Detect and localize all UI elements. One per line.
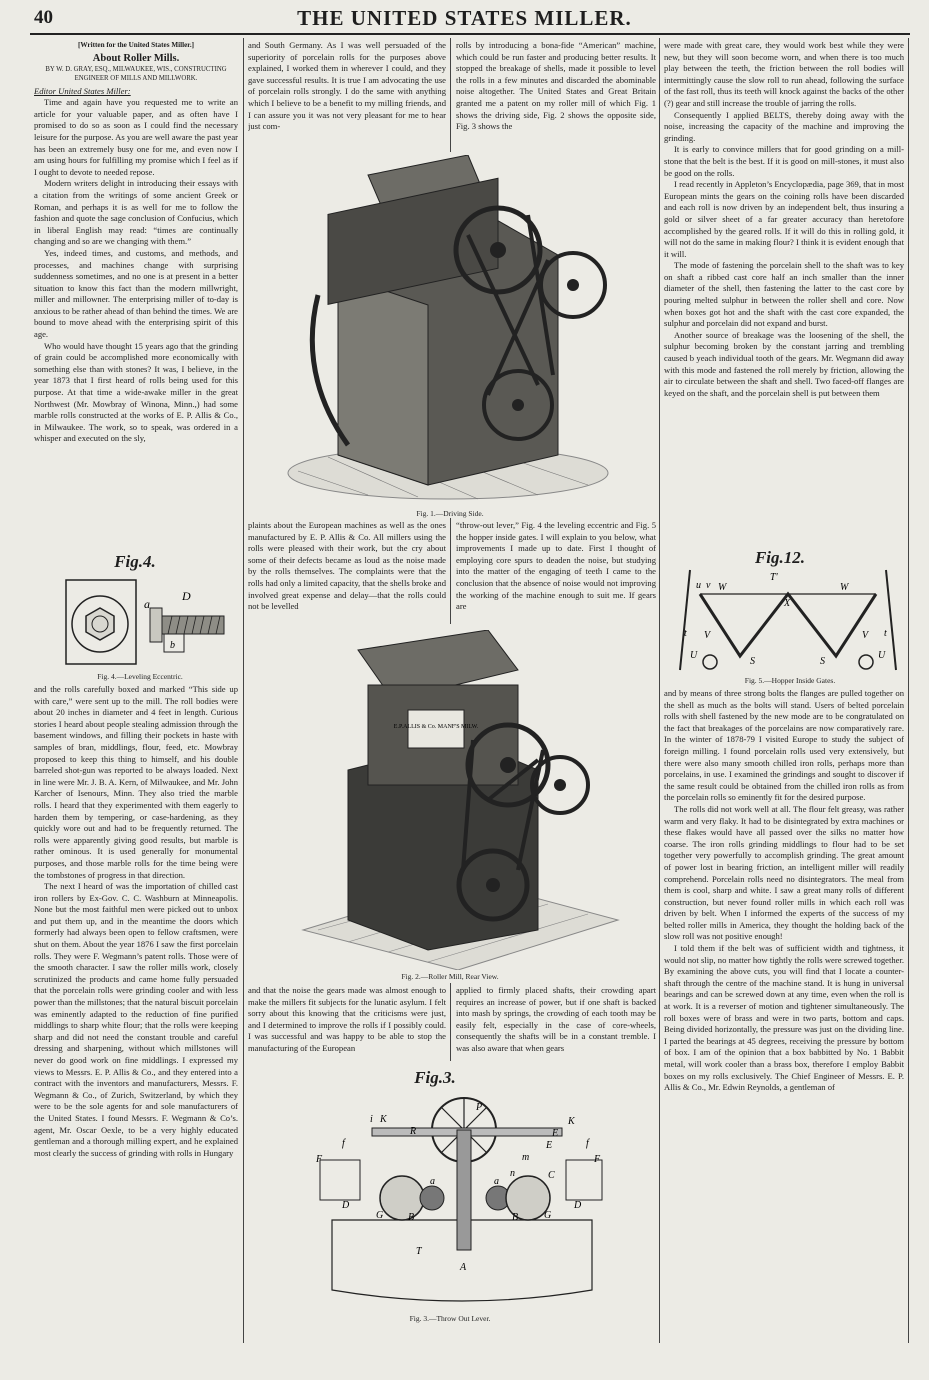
fig5-label: T' [770, 572, 778, 583]
article-credit: [Written for the United States Miller.] [77, 41, 195, 49]
fig3-label: E [546, 1140, 553, 1151]
paragraph: Time and again have you requested me to write an article for your valuable paper, and as often have I promised to do so as soon as I could find the necessary leisure for the purpose. As you are well aware the past year has been an extremely busy one for me, and even now I am using hours for fulfilling my promise which I feel as if I ought to devote to needed repose. [34, 97, 238, 177]
fig5-title: Fig.12. [754, 548, 806, 567]
paragraph: Who would have thought 15 years ago that the grinding of grain could be accomplished more economically with something else than with stones? It was, I believe, in the year 1873 that I first heard of rolls being used for this purpose. At that time a wide-awake miller in the great Northwest (Mr. Mowbray of Winona, Minn.,) had some marble rolls constructed at the works of E. P. Allis & Co., in Milwaukee. The work, so to speak, was ordered in a whisper and executed on the sly, [34, 340, 238, 444]
fig5-hopper-inside-gates [670, 566, 906, 674]
fig3-vertical-screw [457, 1130, 471, 1250]
fig4-caption: Fig. 4.—Leveling Eccentric. [97, 672, 183, 681]
column-rule-3 [450, 38, 451, 152]
paragraph: and South Germany. As I was well persuaded of the superiority of porcelain rolls for the purposes above explained, I worked them in wherever I could, and they gave successful results. It is true I am advocating the use of porcelain rolls strongly. I do the same with anything which I believe to be a benefit to my milling friends, and I can assure you it was not very pleasant for me to hear just com- [248, 40, 446, 132]
fig4-label-b: b [170, 640, 175, 651]
fig3-label: E [552, 1128, 559, 1139]
paragraph: Modern writers delight in introducing their essays with a citation from the writings of some ancient Greek or Roman, and perhaps it is as well for me to follow the fashion and quote the sage conclusion of Confucius, which in liberal English may read: “times are continually changing and so are we changing with them.” [34, 178, 238, 247]
column-1-bottom [34, 684, 238, 1339]
column-rule-5 [450, 983, 451, 1061]
paragraph: I read recently in Appleton’s Encyclopædia, page 369, that in most European mints the gears on the coining rolls have been discarded and each roll is now driven by an independent belt, thus insuring a gold or silver sheet of a far greater accuracy than heretofore accomplished by the geared rolls. If it will do this in rolling gold, it will not do the same in making flour? I think it is evident enough that it will. [664, 179, 904, 259]
paragraph: rolls by introducing a bona-fide “American” machine, which could be run faster and producing better results. It stopped the breakage of shells, made it possible to level the rolls in a few minutes and discarded the abominable noise altogether. The United States and Great Britain granted me a patent on my roller mill of which Fig. 1 shows the driving side, Fig. 2 shows the opposite side, Fig. 3 shows the [456, 40, 656, 132]
fig1-pulley-right-hub [567, 279, 579, 291]
fig3-label: K [380, 1114, 387, 1125]
column-rule-2 [659, 38, 660, 1343]
fig3-label: a [494, 1176, 499, 1187]
fig5-label: V [704, 630, 711, 641]
fig4-title: Fig.4. [114, 552, 156, 571]
fig3-label: G [376, 1210, 384, 1221]
paragraph: and that the noise the gears made was almost enough to make the millers fit subjects for the lunatic asylum. I felt sorry about this knowing that the criticisms were just, and I determined to improve the rolls if I possibly could. I was successful and was happy to be able to stop the manufacturing of the European [248, 985, 446, 1053]
paragraph: The mode of fastening the porcelain shell to the shaft was to key on shaft a ribbed cast core half an inch smaller than the inner diameter of the shell, then fastening the latter to the cast core by pouring melted sulphur in between the roller shell and core. Now when boxes got hot and the shaft with the cast core expanded, the sulphur and porcelain did not expand and burst. [664, 260, 904, 329]
paragraph: applied to firmly placed shafts, their crowding apart requires an increase of power, but if one shaft is backed into mash by springs, the crowding of each tooth may be easily felt, especially in the case of core-wheels, consequently the shafts will be in a constant tremble. I was also aware that when gears [456, 985, 656, 1053]
column-3-mid [456, 520, 656, 624]
fig3-label: T [416, 1246, 422, 1257]
fig2-drawing [298, 630, 620, 970]
paragraph: It is early to convince millers that for good grinding on a mill-stone that the belt is the best. If it is good on mill-stones, it must also be good on the rolls. [664, 144, 904, 178]
fig5-label: U [878, 650, 886, 661]
paragraph: Yes, indeed times, and customs, and methods, and processes, and machines change with surprising suddenness sometimes, and no one is at present in a better situation to know this fact than the modern millwright, miller and millowner. The enterprising miller of to-day is anxious to be rather ahead of than behind the times. We are bound to move ahead with the enterprising spirit of this age. [34, 247, 238, 340]
fig1-driving-side [278, 155, 616, 507]
fig4-leveling-eccentric [52, 572, 232, 672]
column-3-bottom [456, 985, 656, 1063]
column-2-top [248, 40, 446, 152]
column-2-bottom [248, 985, 446, 1063]
fig3-label: D [574, 1200, 582, 1211]
fig5-label: W [718, 582, 727, 593]
paragraph: The rolls did not work well at all. The flour felt greasy, was rather warm and very flaky. It had to be disintegrated by extra machines or these flakes would have all passed over the silks no matter how coarse. The iron rolls grinding middlings to flour had to be set together very powerfully to accomplish grinding. The great amount of power lost in bearing friction, an intelligent miller will readily comprehend. Porcelain rolls need no disintegrators. The meal from them is cool, sharp and white. I saw a great many rolls of different construction, but never found roller mills in which each roll was driven by belt. When I informed the experts of the success of my belted roller mills in America, they thought the holding back of the slow roll was not positive enough! [664, 803, 904, 942]
fig3-label: a [430, 1176, 435, 1187]
fig3-label: K [568, 1116, 575, 1127]
fig3-title: Fig.3. [414, 1068, 456, 1087]
fig5-caption: Fig. 5.—Hopper Inside Gates. [744, 676, 836, 685]
paragraph: The next I heard of was the importation of chilled cast iron rollers by Ex-Gov. C. C. Washburn at Minneapolis. None but the most faithful men were picked out to unbox and put them up, and in the meantime the doors which formerly had always been open to fellow craftsmen, were shut on them. About the year 1876 I saw the first porcelain rolls. They were F. Wegmann’s patent rolls. Those were of the smooth character. I saw the roller mills work, closely scrutinized the products and came home fully persuaded that the porcelain rolls were grinding cooler and with less power than the millstones; that the natural biscuit porcelain was eminently adapted to the reduction of fine purified middlings to sharp white flour; that the rolls were keeping sharp and did not need the constant trouble and careful dressing and sharpening, without which millstones will never do good work on fine middlings. I expressed my views to Messrs. E. P. Allis & Co., and they entered into a contract with the inventors and manufacturers, Messrs. F. Wegmann & Co., of Zurich, Switzerland, by which they were to be the sole agents for and sole manufacturers of the United States. I found Messrs. F. Wegmann & Co’s. agent, Mr. Oscar Oexle, to be a very highly educated gentleman and a thorough milling expert, and he explained most clearly the success of grinding with rolls in Hungary [34, 881, 238, 1158]
fig3-label: B [512, 1212, 519, 1223]
fig5-right-pivot [859, 655, 873, 669]
paragraph: plaints about the European machines as well as the ones manufactured by E. P. Allis & Co. All millers using the rolls were pleased with their work, but the cry about some of their defects became as loud as the noise made by the rolls themselves. The complaints were that the rolls had only a limited capacity, that the shells broke and involved great expense and delay—that the rolls could not be levelled [248, 520, 446, 612]
fig2-pulley-lower-hub [486, 878, 500, 892]
article-title: About Roller Mills. [92, 52, 180, 64]
fig5-label: u [696, 580, 701, 591]
fig4-collar [150, 608, 162, 642]
fig3-label: P [476, 1102, 483, 1113]
fig5-label: S [820, 656, 825, 667]
fig3-label: A [460, 1262, 467, 1273]
page-number: 40 [34, 7, 53, 28]
fig3-label: R [410, 1126, 417, 1137]
paragraph: were made with great care, they would work best while they were new, but they will soon become worn, and when there is too much play between the teeth, the friction between the roll bodies will intermittingly cause the slow roll to run ahead, following the surface of the fast roll, thus its teeth will knock against the backs of the other (?) gear and still increase the trouble of jarring the rolls. [664, 40, 904, 108]
masthead: THE UNITED STATES MILLER. [297, 6, 632, 30]
fig3-label: D [342, 1200, 350, 1211]
paragraph: “throw-out lever,” Fig. 4 the leveling eccentric and Fig. 5 the hopper inside gates. I will explain to you below, what improvements I made up to date. First I thought of employing core spurs to deaden the noise, but studying into the matter of the engaging of teeth I came to the conclusion that the absence of noise would not improving the working of the machine enough to suit me. If gears are [456, 520, 656, 612]
fig1-caption: Fig. 1.—Driving Side. [416, 509, 484, 518]
paragraph: Another source of breakage was the loosening of the shell, the sulphur becoming broken by the constant jarring and trembling caused b yeach individual tooth of the gears. Mr. Wegmann did away with this mode and fastened the roll merely by friction, allowing the air to circulate between the shaft and shell. Two faced-off flanges are keyed on the shaft, and the porcelain shell is put between them [664, 329, 904, 398]
fig2-pulley-hub [500, 757, 516, 773]
fig3-label: i [370, 1114, 373, 1125]
fig3-label: G [544, 1210, 552, 1221]
fig5-labels [684, 572, 887, 667]
fig3-roll-left-small [420, 1186, 444, 1210]
fig1-pulley-hub [490, 242, 506, 258]
fig5-label: t [884, 628, 887, 639]
fig5-label: U [690, 650, 698, 661]
fig1-pulley-lower-hub [512, 399, 524, 411]
fig5-label: W [840, 582, 849, 593]
fig1-drawing [278, 155, 616, 507]
article-byline: BY W. D. GRAY, ESQ., MILWAUKEE, WIS., CONSTRUCTING ENGINEER OF MILLS AND MILLWORK. [45, 65, 227, 82]
fig5-label: S [750, 656, 755, 667]
fig4-label-d: D [182, 589, 191, 603]
paragraph: and the rolls carefully boxed and marked “This side up with care,” were sent up to the mill. The roll bodies were about 20 inches in diameter and 4 feet in length. Curious stories I heard about people stealing admission through the basement windows, and filling their pockets in haste with samples of bran, middlings, flour, feed, etc. Mowbray proposed to keep this thing to himself, and his double barreled shot-gun was reported to be always loaded. Next in line were Mr. J. B. A. Kern, of Milwaukee, and Mr. John Karcher of Isenours, Minn. They also tried the marble rolls. I heard that they experimented with them eagerly to harden them by tempering, or case-hardening, as they quickly wore out and had to be frequently returned. The rolls were apparently giving good results, but marble is rather ominous. It is used generally for monumental purposes, and those marble rolls for the time being were the tombstones of progress in that direction. [34, 684, 238, 880]
salutation: Editor United States Miller: [34, 85, 131, 96]
paragraph: Consequently I applied BELTS, thereby doing away with the noise, increasing the capacity of the machine and improving the grinding. [664, 109, 904, 143]
fig5-label: v [706, 580, 711, 591]
fig4-drawing [52, 572, 232, 672]
fig5-drawing [670, 566, 906, 674]
fig3-label: m [522, 1152, 530, 1163]
column-4-top [664, 40, 904, 548]
fig5-left-wall [680, 570, 690, 670]
fig3-label: F [594, 1154, 601, 1165]
fig3-left-bearing [320, 1160, 360, 1200]
column-4-bottom [664, 688, 904, 1343]
fig3-label: B [408, 1212, 415, 1223]
fig2-caption: Fig. 2.—Roller Mill, Rear View. [401, 972, 499, 981]
column-2-mid [248, 520, 446, 624]
fig2-nameplate-text: E.P.ALLIS & Co. MANF'S MILW. [393, 724, 479, 730]
fig3-roll-left [380, 1176, 424, 1220]
fig2-pulley-right-hub [554, 779, 566, 791]
page-header [0, 4, 929, 34]
fig4-label-a: a [144, 597, 150, 611]
fig5-left-pivot [703, 655, 717, 669]
fig2-roller-mill-rear-view [298, 630, 620, 970]
fig5-label: X [784, 598, 791, 609]
header-rule [30, 33, 910, 35]
paragraph: I told them if the belt was of sufficient width and tightness, it would not slip, no matter how tightly the rolls were screwed together. By examining the above cuts, you will find that I locate a counter-shaft through the centre of the machine stand. It is hung in universal bearings and can be screwed down at any time, even when the roll is at work. It is a reverser of motion and tightener simultaneously. The roll boxes were of brass and were in two parts, bottom and caps. Being divided horizontally, the pressure was just on the dividing line. I parted the bearings at 45 degrees, receiving the pressure by bottom of box. I am of the opinion that a box babbitted by No. 1 Babbit metal, will work cooler than a brass box, therefore I employ Babbit boxes on my rolls exclusively. The Chief Engineer of Messrs. E. P. Allis & Co., Mr. Edwin Reynolds, a gentleman of [664, 943, 904, 1093]
fig3-drawing [312, 1090, 612, 1312]
fig5-right-wall [886, 570, 896, 670]
fig3-label: n [510, 1168, 515, 1179]
fig5-label: t [684, 628, 687, 639]
fig3-label: F [316, 1154, 323, 1165]
paragraph: and by means of three strong bolts the flanges are pulled together on the shell as much as the bolts will stand. Users of belted porcelain rolls with shell fastened by the new mode are to be congratulated on the fact that breakages of the porcelains are now comparatively rare. In the winter of 1878-79 I visited Europe to study the subject of foreign milling. I found porcelain rolls used very extensively, but there were also many smooth chilled iron rolls, perhaps more than porcelains, in use. I examined the grindings and sought to discover if the same result could be obtained from the chilled iron rolls as from the porcelain rolls so eminently fit for the desired purpose. [664, 688, 904, 803]
fig4-hex-nut [86, 608, 114, 640]
fig1-stand-front [338, 275, 428, 485]
column-rule-1 [243, 38, 244, 1343]
fig3-label: C [548, 1170, 555, 1181]
fig3-right-bearing [566, 1160, 602, 1200]
column-3-top [456, 40, 656, 152]
right-edge-rule [908, 38, 909, 1343]
column-1-top [34, 40, 238, 548]
fig3-throw-out-lever [312, 1090, 612, 1312]
fig3-caption: Fig. 3.—Throw Out Lever. [409, 1314, 491, 1323]
fig3-label: f [586, 1138, 589, 1149]
fig5-label: V [862, 630, 869, 641]
column-rule-4 [450, 518, 451, 624]
fig3-label: f [342, 1138, 345, 1149]
